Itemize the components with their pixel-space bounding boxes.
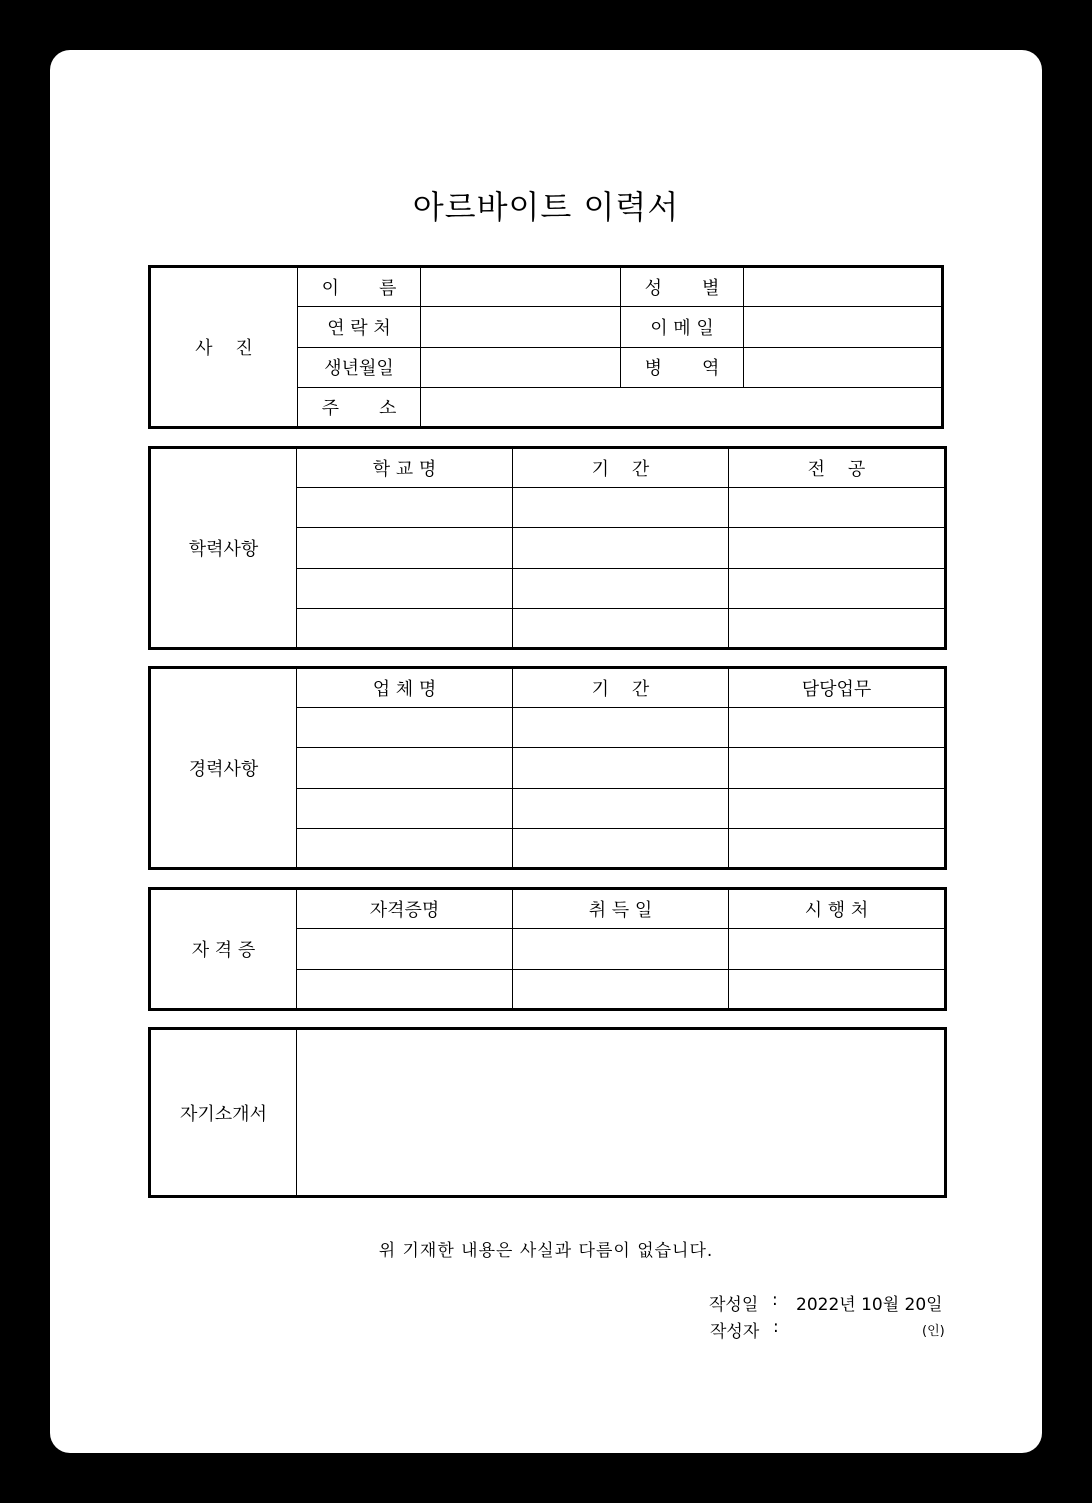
license-section-label: 자 격 증 [150, 889, 297, 1010]
page-title: 아르바이트 이력서 [412, 188, 680, 226]
education-cell[interactable] [729, 608, 946, 648]
education-header-school: 학 교 명 [297, 448, 513, 488]
education-table [148, 446, 947, 650]
license-cell[interactable] [297, 929, 513, 969]
education-cell[interactable] [297, 608, 513, 648]
education-header-major: 전 공 [729, 448, 946, 488]
intro-section-label: 자기소개서 [150, 1029, 297, 1197]
education-cell[interactable] [729, 528, 946, 568]
education-cell[interactable] [513, 608, 729, 648]
date-value[interactable]: 2022년 10월 20일 [796, 1295, 943, 1315]
date-colon: : [772, 1290, 778, 1310]
career-cell[interactable] [297, 708, 513, 748]
name-label: 이 름 [298, 267, 421, 307]
education-cell[interactable] [729, 568, 946, 608]
birth-field[interactable] [421, 347, 621, 387]
education-cell[interactable] [513, 568, 729, 608]
career-header-duty: 담당업무 [729, 668, 946, 708]
name-field[interactable] [421, 267, 621, 307]
license-table [148, 887, 947, 1011]
address-field[interactable] [421, 387, 943, 427]
license-cell[interactable] [729, 969, 946, 1009]
birth-label: 생년월일 [298, 347, 421, 387]
license-header-name: 자격증명 [297, 889, 513, 929]
education-cell[interactable] [297, 528, 513, 568]
contact-field[interactable] [421, 307, 621, 347]
seal-mark[interactable]: (인) [922, 1324, 945, 1339]
gender-field[interactable] [744, 267, 943, 307]
email-label: 이 메 일 [621, 307, 744, 347]
email-field[interactable] [744, 307, 943, 347]
career-cell[interactable] [513, 828, 729, 868]
pledge-statement: 위 기재한 내용은 사실과 다름이 없습니다. [378, 1241, 714, 1261]
contact-label: 연 락 처 [298, 307, 421, 347]
gender-label: 성 별 [621, 267, 744, 307]
address-label: 주 소 [298, 387, 421, 427]
license-header-issuer: 시 행 처 [729, 889, 946, 929]
personal-info-table [148, 265, 944, 429]
career-cell[interactable] [729, 748, 946, 788]
career-cell[interactable] [729, 828, 946, 868]
license-cell[interactable] [513, 929, 729, 969]
license-cell[interactable] [513, 969, 729, 1009]
writer-colon: : [773, 1317, 779, 1337]
career-cell[interactable] [297, 788, 513, 828]
education-cell[interactable] [513, 528, 729, 568]
date-label: 작성일 [709, 1295, 759, 1315]
career-cell[interactable] [513, 708, 729, 748]
education-cell[interactable] [513, 488, 729, 528]
military-label: 병 역 [621, 347, 744, 387]
career-table [148, 666, 947, 870]
education-cell[interactable] [729, 488, 946, 528]
career-cell[interactable] [297, 828, 513, 868]
education-cell[interactable] [297, 568, 513, 608]
career-cell[interactable] [513, 788, 729, 828]
license-cell[interactable] [729, 929, 946, 969]
intro-field[interactable] [297, 1029, 946, 1197]
career-cell[interactable] [729, 708, 946, 748]
education-section-label: 학력사항 [150, 448, 297, 649]
career-cell[interactable] [513, 748, 729, 788]
education-header-period: 기 간 [513, 448, 729, 488]
photo-cell[interactable]: 사 진 [150, 267, 298, 428]
intro-table [148, 1027, 947, 1198]
career-section-label: 경력사항 [150, 668, 297, 869]
career-cell[interactable] [729, 788, 946, 828]
writer-label: 작성자 [710, 1322, 760, 1342]
career-header-company: 업 체 명 [297, 668, 513, 708]
license-cell[interactable] [297, 969, 513, 1009]
education-cell[interactable] [297, 488, 513, 528]
career-cell[interactable] [297, 748, 513, 788]
military-field[interactable] [744, 347, 943, 387]
license-header-date: 취 득 일 [513, 889, 729, 929]
career-header-period: 기 간 [513, 668, 729, 708]
